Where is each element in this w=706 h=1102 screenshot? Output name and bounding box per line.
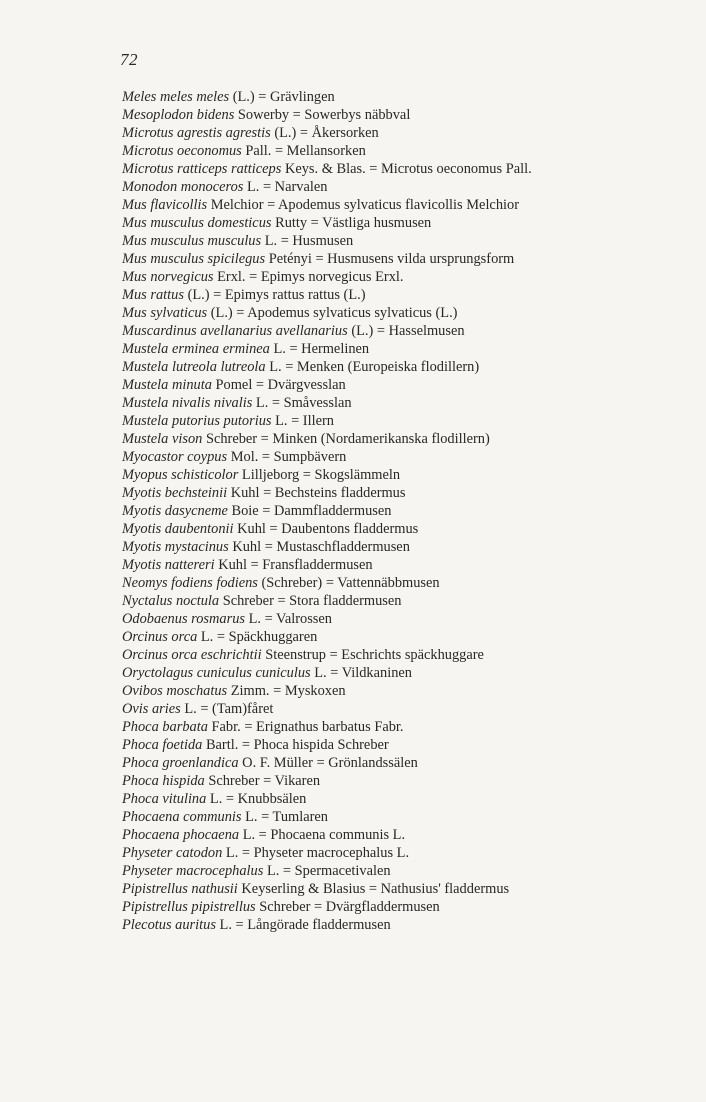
list-item xyxy=(122,898,682,916)
list-item xyxy=(122,844,682,862)
synonym-text: O. F. Müller = Grönlandssälen xyxy=(238,755,418,771)
synonym-text: L. = Tumlaren xyxy=(241,809,328,825)
list-item xyxy=(122,754,682,772)
synonym-text: L. = Hermelinen xyxy=(269,341,370,357)
synonym-text: Mol. = Sumpbävern xyxy=(227,449,347,465)
list-item xyxy=(122,502,682,520)
list-item xyxy=(122,790,682,808)
synonym-text: (L.) = Epimys rattus rattus (L.) xyxy=(183,287,366,303)
taxon-name: Phocaena communis xyxy=(122,809,242,825)
taxon-name: Neomys fodiens fodiens xyxy=(122,575,258,591)
taxon-name: Mus musculus musculus xyxy=(122,233,262,249)
list-item xyxy=(122,718,682,736)
taxon-name: Myopus schisticolor xyxy=(122,467,239,483)
list-item xyxy=(122,862,682,880)
taxon-name: Myotis mystacinus xyxy=(122,539,229,555)
taxon-name: Mus musculus domesticus xyxy=(122,215,272,231)
synonym-text: (Schreber) = Vattennäbbmusen xyxy=(257,575,440,591)
synonym-text: L. = Långörade fladdermusen xyxy=(215,917,391,933)
taxon-name: Ovibos moschatus xyxy=(122,683,228,699)
entry-list xyxy=(122,88,682,934)
taxon-name: Mustela erminea erminea xyxy=(122,341,270,357)
taxon-name: Mustela putorius putorius xyxy=(122,413,272,429)
taxon-name: Orcinus orca xyxy=(122,629,198,645)
list-item xyxy=(122,628,682,646)
synonym-text: (L.) = Hasselmusen xyxy=(347,323,465,339)
taxon-name: Myocastor coypus xyxy=(122,449,228,465)
synonym-text: L. = Vildkaninen xyxy=(310,665,412,681)
taxon-name: Myotis daubentonii xyxy=(122,521,234,537)
list-item xyxy=(122,340,682,358)
list-item xyxy=(122,808,682,826)
list-item xyxy=(122,376,682,394)
synonym-text: L. = Spermacetivalen xyxy=(263,863,391,879)
list-item xyxy=(122,826,682,844)
taxon-name: Physeter catodon xyxy=(122,845,223,861)
synonym-text: Schreber = Vikaren xyxy=(204,773,321,789)
list-item xyxy=(122,664,682,682)
list-item xyxy=(122,394,682,412)
taxon-name: Phoca vitulina xyxy=(122,791,207,807)
list-item xyxy=(122,358,682,376)
synonym-text: Bartl. = Phoca hispida Schreber xyxy=(202,737,389,753)
taxon-name: Mustela lutreola lutreola xyxy=(122,359,266,375)
taxon-name: Mustela nivalis nivalis xyxy=(122,395,253,411)
synonym-text: L. = Späckhuggaren xyxy=(197,629,318,645)
list-item xyxy=(122,736,682,754)
taxon-name: Physeter macrocephalus xyxy=(122,863,264,879)
synonym-text: Melchior = Apodemus sylvaticus flavicollis Melchior xyxy=(207,197,520,213)
taxon-name: Mus rattus xyxy=(122,287,184,303)
taxon-name: Mustela minuta xyxy=(122,377,212,393)
list-item xyxy=(122,520,682,538)
taxon-name: Mus sylvaticus xyxy=(122,305,208,321)
list-item xyxy=(122,484,682,502)
synonym-text: Steenstrup = Eschrichts späckhuggare xyxy=(261,647,484,663)
synonym-text: Lilljeborg = Skogslämmeln xyxy=(238,467,401,483)
list-item xyxy=(122,196,682,214)
taxon-name: Pipistrellus pipistrellus xyxy=(122,899,256,915)
synonym-text: L. = Valrossen xyxy=(245,611,332,627)
synonym-text: L. = Husmusen xyxy=(261,233,354,249)
synonym-text: Petényi = Husmusens vilda ursprungsform xyxy=(265,251,515,267)
taxon-name: Myotis nattereri xyxy=(122,557,215,573)
list-item xyxy=(122,268,682,286)
list-item xyxy=(122,682,682,700)
taxon-name: Phoca foetida xyxy=(122,737,203,753)
synonym-text: L. = Knubbsälen xyxy=(206,791,307,807)
taxon-name: Phoca barbata xyxy=(122,719,208,735)
synonym-text: L. = Physeter macrocephalus L. xyxy=(222,845,410,861)
synonym-text: Sowerby = Sowerbys näbbval xyxy=(234,107,411,123)
list-item xyxy=(122,700,682,718)
synonym-text: Rutty = Västliga husmusen xyxy=(271,215,432,231)
synonym-text: Pall. = Mellansorken xyxy=(241,143,366,159)
taxon-name: Microtus ratticeps ratticeps xyxy=(122,161,282,177)
taxon-name: Odobaenus rosmarus xyxy=(122,611,245,627)
synonym-text: L. = Phocaena communis L. xyxy=(239,827,406,843)
list-item xyxy=(122,916,682,934)
list-item xyxy=(122,880,682,898)
synonym-text: Erxl. = Epimys norvegicus Erxl. xyxy=(213,269,404,285)
synonym-text: Pomel = Dvärgvesslan xyxy=(211,377,346,393)
synonym-text: Kuhl = Bechsteins fladdermus xyxy=(227,485,406,501)
taxon-name: Meles meles meles xyxy=(122,89,230,105)
taxon-name: Muscardinus avellanarius avellanarius xyxy=(122,323,348,339)
page-number: 72 xyxy=(120,50,138,69)
list-item xyxy=(122,412,682,430)
synonym-text: L. = Illern xyxy=(271,413,334,429)
list-item xyxy=(122,214,682,232)
synonym-text: (L.) = Åkersorken xyxy=(270,125,379,141)
taxon-name: Ovis aries xyxy=(122,701,181,717)
list-item xyxy=(122,124,682,142)
synonym-text: (L.) = Grävlingen xyxy=(229,89,335,105)
synonym-text: Schreber = Dvärgfladdermusen xyxy=(255,899,440,915)
list-item xyxy=(122,556,682,574)
list-item xyxy=(122,322,682,340)
list-item xyxy=(122,772,682,790)
taxon-name: Nyctalus noctula xyxy=(122,593,220,609)
taxon-name: Plecotus auritus xyxy=(122,917,216,933)
synonym-text: Keyserling & Blasius = Nathusius' fladdermus xyxy=(237,881,510,897)
list-item xyxy=(122,250,682,268)
list-item xyxy=(122,142,682,160)
synonym-text: L. = (Tam)fåret xyxy=(180,701,274,717)
synonym-text: L. = Narvalen xyxy=(243,179,328,195)
list-item xyxy=(122,538,682,556)
taxon-name: Pipistrellus nathusii xyxy=(122,881,238,897)
taxon-name: Mustela vison xyxy=(122,431,203,447)
synonym-text: Zimm. = Myskoxen xyxy=(227,683,346,699)
list-item xyxy=(122,232,682,250)
list-item xyxy=(122,610,682,628)
list-item xyxy=(122,286,682,304)
synonym-text: L. = Menken (Europeiska flodillern) xyxy=(265,359,480,375)
synonym-text: Kuhl = Daubentons fladdermus xyxy=(233,521,419,537)
taxon-name: Myotis dasycneme xyxy=(122,503,228,519)
taxon-name: Phoca hispida xyxy=(122,773,205,789)
taxon-name: Monodon monoceros xyxy=(122,179,244,195)
list-item xyxy=(122,430,682,448)
taxon-name: Microtus agrestis agrestis xyxy=(122,125,271,141)
list-item xyxy=(122,466,682,484)
synonym-text: L. = Småvesslan xyxy=(252,395,352,411)
taxon-name: Orcinus orca eschrichtii xyxy=(122,647,262,663)
taxon-name: Microtus oeconomus xyxy=(122,143,242,159)
taxon-name: Mesoplodon bidens xyxy=(122,107,235,123)
list-item xyxy=(122,88,682,106)
list-item xyxy=(122,448,682,466)
taxon-name: Myotis bechsteinii xyxy=(122,485,228,501)
list-item xyxy=(122,574,682,592)
taxon-name: Phocaena phocaena xyxy=(122,827,240,843)
synonym-text: Boie = Dammfladdermusen xyxy=(227,503,392,519)
taxon-name: Phoca groenlandica xyxy=(122,755,239,771)
list-item xyxy=(122,592,682,610)
list-item xyxy=(122,106,682,124)
synonym-text: Keys. & Blas. = Microtus oeconomus Pall. xyxy=(281,161,532,177)
taxon-name: Mus flavicollis xyxy=(122,197,208,213)
synonym-text: Kuhl = Mustaschfladdermusen xyxy=(228,539,410,555)
synonym-text: Kuhl = Fransfladdermusen xyxy=(214,557,373,573)
taxon-name: Mus norvegicus xyxy=(122,269,214,285)
synonym-text: (L.) = Apodemus sylvaticus sylvaticus (L.) xyxy=(207,305,458,321)
synonym-text: Schreber = Minken (Nordamerikanska flodillern) xyxy=(202,431,490,447)
taxon-name: Oryctolagus cuniculus cuniculus xyxy=(122,665,311,681)
list-item xyxy=(122,646,682,664)
synonym-text: Fabr. = Erignathus barbatus Fabr. xyxy=(207,719,404,735)
list-item xyxy=(122,304,682,322)
synonym-text: Schreber = Stora fladdermusen xyxy=(219,593,402,609)
taxon-name: Mus musculus spicilegus xyxy=(122,251,266,267)
list-item xyxy=(122,160,682,178)
list-item xyxy=(122,178,682,196)
